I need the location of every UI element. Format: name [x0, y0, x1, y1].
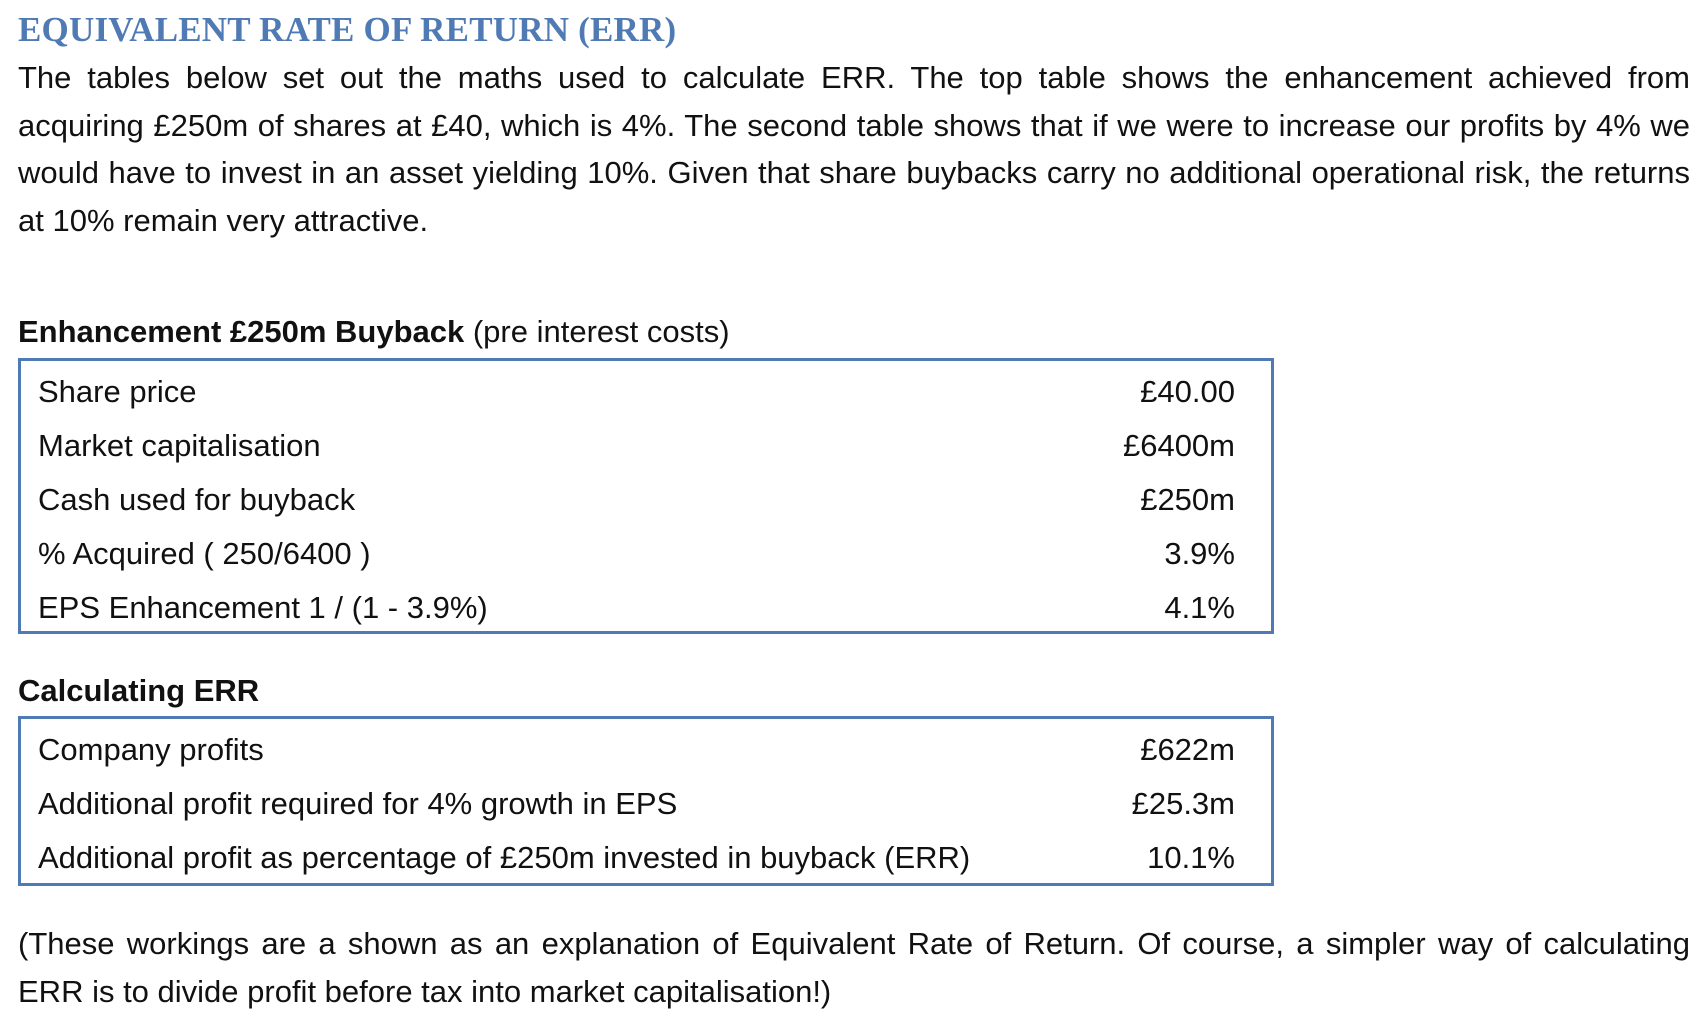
table-row — [21, 365, 1271, 419]
row-label: Market capitalisation — [38, 428, 321, 463]
row-label: Additional profit required for 4% growth in EPS — [38, 786, 678, 821]
table-row — [21, 473, 1271, 527]
page-content — [18, 6, 1690, 244]
err-table — [18, 716, 1274, 886]
table1-title — [18, 312, 730, 352]
row-label: EPS Enhancement 1 / (1 - 3.9%) — [38, 590, 488, 625]
table2-title-bold: Calculating ERR — [18, 673, 260, 708]
row-label: Company profits — [38, 732, 264, 767]
enhancement-table — [18, 358, 1274, 634]
row-label: Cash used for buyback — [38, 482, 356, 517]
table-row — [21, 777, 1271, 831]
row-label: Share price — [38, 374, 197, 409]
row-value: 10.1% — [1147, 840, 1235, 875]
footnote: (These workings are a shown as an explanation of Equivalent Rate of Return. Of course, a simpler way of calculating ERR is to divide profit before tax into market capitalisation!) — [18, 926, 1690, 1009]
intro-paragraph: The tables below set out the maths used to calculate ERR. The top table shows the enhancement achieved from acquiring £250m of shares at £40, which is 4%. The second table shows that if we were to increase our profits by 4% we would have to invest in an asset yielding 10%. Given that share buybacks carry no additional operational risk, the returns at 10% remain very attractive. — [18, 60, 1690, 238]
page-heading: EQUIVALENT RATE OF RETURN (ERR) — [18, 10, 677, 49]
table-row — [21, 581, 1271, 635]
table-row — [21, 831, 1271, 885]
row-value: 3.9% — [1164, 536, 1235, 571]
table1-title-bold: Enhancement £250m Buyback — [18, 314, 465, 349]
row-value: £6400m — [1122, 428, 1235, 463]
table1-title-rest: (pre interest costs) — [464, 314, 730, 349]
row-value: £622m — [1140, 732, 1235, 767]
row-value: £25.3m — [1131, 786, 1235, 821]
row-value: £40.00 — [1140, 374, 1235, 409]
table-row — [21, 723, 1271, 777]
table-row — [21, 419, 1271, 473]
row-value: £250m — [1140, 482, 1235, 517]
row-label: % Acquired ( 250/6400 ) — [38, 536, 371, 571]
row-value: 4.1% — [1164, 590, 1235, 625]
table-row — [21, 527, 1271, 581]
table2-title — [18, 671, 259, 711]
row-label: Additional profit as percentage of £250m invested in buyback (ERR) — [38, 840, 971, 875]
